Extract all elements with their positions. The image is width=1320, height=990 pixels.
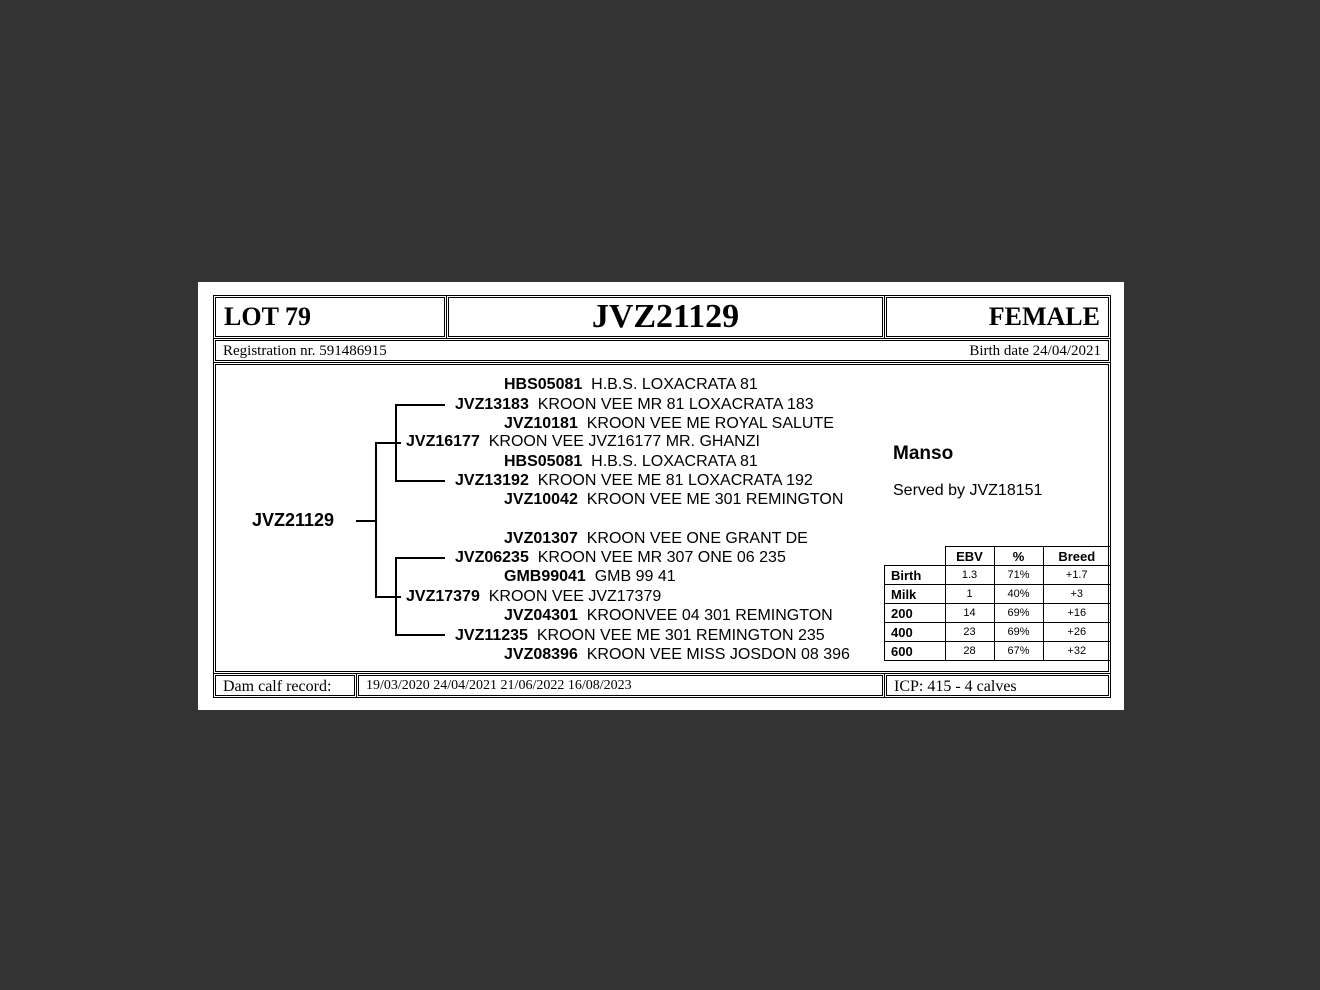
sire-dam-dam: JVZ10042 KROON VEE ME 301 REMINGTON — [504, 491, 844, 508]
dam-dam: JVZ11235 KROON VEE ME 301 REMINGTON 235 — [455, 627, 825, 644]
connector-line — [395, 404, 445, 406]
icp-value: ICP: 415 - 4 calves — [894, 678, 1017, 695]
lot-box — [213, 295, 447, 339]
breed-header: Breed — [1043, 547, 1111, 566]
table-row: 200 14 69% +16 — [885, 604, 1111, 623]
animal-name: Manso — [893, 443, 954, 464]
subject-id: JVZ21129 — [252, 510, 335, 530]
dam: JVZ17379 KROON VEE JVZ17379 — [406, 588, 662, 605]
table-row: Birth 1.3 71% +1.7 — [885, 566, 1111, 585]
pct-header: % — [994, 547, 1043, 566]
sire-sire-sire: HBS05081 H.B.S. LOXACRATA 81 — [504, 376, 758, 393]
animal-id-title: JVZ21129 — [591, 298, 740, 335]
dam-sire: JVZ06235 KROON VEE MR 307 ONE 06 235 — [455, 549, 786, 566]
ebv-header-row — [885, 547, 1111, 566]
sire-dam-sire: HBS05081 H.B.S. LOXACRATA 81 — [504, 453, 758, 470]
dam-calf-dates-box — [356, 673, 885, 698]
served-by: Served by JVZ18151 — [893, 482, 1043, 499]
sire: JVZ16177 KROON VEE JVZ16177 MR. GHANZI — [406, 433, 760, 450]
connector-line — [395, 480, 445, 482]
connector-line — [375, 442, 377, 597]
sex-label: FEMALE — [988, 302, 1100, 331]
animal-id-box — [446, 295, 885, 339]
registration-number: Registration nr. 591486915 — [223, 343, 387, 359]
sire-dam: JVZ13192 KROON VEE ME 81 LOXACRATA 192 — [455, 472, 813, 489]
ebv-table — [884, 546, 1111, 661]
dam-calf-label-box — [213, 673, 357, 698]
connector-line — [375, 442, 401, 444]
connector-line — [395, 404, 397, 481]
sex-box — [884, 295, 1111, 339]
sire-sire-dam: JVZ10181 KROON VEE ME ROYAL SALUTE — [504, 415, 834, 432]
lot-number: LOT 79 — [224, 302, 311, 331]
registration-box — [213, 338, 1111, 363]
lot-card — [198, 282, 1124, 710]
connector-line — [395, 557, 397, 635]
ebv-header: EBV — [945, 547, 994, 566]
pedigree-box — [213, 362, 1111, 674]
table-row: 400 23 69% +26 — [885, 623, 1111, 642]
dam-dam-dam: JVZ08396 KROON VEE MISS JOSDON 08 396 — [504, 646, 850, 663]
dam-calf-label: Dam calf record: — [223, 678, 332, 695]
sire-sire: JVZ13183 KROON VEE MR 81 LOXACRATA 183 — [455, 396, 814, 413]
table-row: Milk 1 40% +3 — [885, 585, 1111, 604]
connector-line — [395, 634, 445, 636]
birth-date: Birth date 24/04/2021 — [969, 343, 1101, 359]
dam-dam-sire: JVZ04301 KROONVEE 04 301 REMINGTON — [504, 607, 833, 624]
connector-line — [356, 520, 375, 522]
dam-calf-dates: 19/03/2020 24/04/2021 21/06/2022 16/08/2023 — [366, 678, 632, 693]
dam-sire-dam: GMB99041 GMB 99 41 — [504, 568, 676, 585]
table-row: 600 28 67% +32 — [885, 642, 1111, 661]
icp-box — [884, 673, 1111, 698]
connector-line — [395, 557, 445, 559]
connector-line — [375, 596, 401, 598]
dam-sire-sire: JVZ01307 KROON VEE ONE GRANT DE — [504, 530, 808, 547]
